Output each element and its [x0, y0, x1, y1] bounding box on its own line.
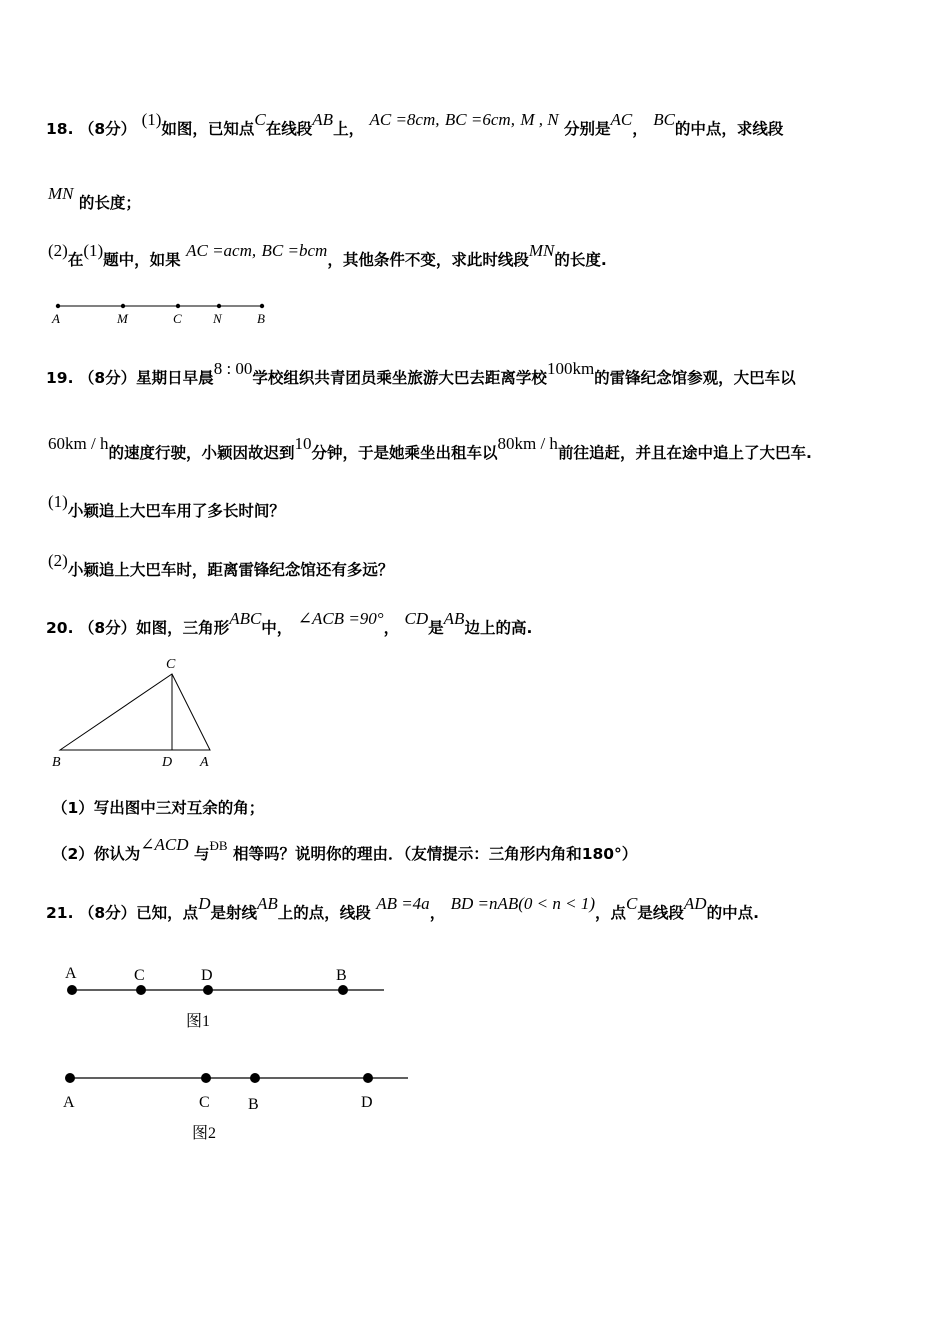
math-bd-nab: BD =nAB(0 < n < 1)	[450, 894, 596, 913]
q21-line-1	[46, 894, 759, 923]
q20-triangle-figure	[48, 654, 223, 772]
point-c	[176, 304, 180, 308]
label-a: A	[63, 1094, 75, 1111]
q19-sub-text: 小颖追上大巴车时，距离雷锋纪念馆还有多远？	[67, 561, 394, 579]
q18-text: 分别是	[564, 120, 611, 138]
math-cd: CD	[404, 609, 429, 628]
q21-text: 的中点.	[706, 904, 759, 922]
label-d: D	[162, 755, 173, 770]
q21-text: ，	[429, 904, 446, 922]
label-d: D	[201, 967, 213, 984]
q20-text: 中，	[261, 619, 293, 637]
q18-text: 如图，已知点	[161, 120, 255, 138]
q20-sub-2	[52, 835, 638, 864]
q18-line-2	[48, 184, 141, 213]
label-c: C	[199, 1094, 210, 1111]
q20-text: 边上的高.	[464, 619, 533, 637]
math-time: 8 : 00	[213, 359, 253, 378]
q19-text: 前往追赶，并且在途中追上了大巴车.	[557, 444, 812, 462]
label-d: D	[361, 1094, 373, 1111]
q18-text: 的长度；	[78, 194, 141, 212]
q20-sub-1	[52, 796, 264, 818]
math-mn: MN	[528, 241, 555, 260]
figure-1-caption: 图1	[186, 1013, 211, 1030]
q19-part1-marker: (1)	[48, 492, 68, 511]
math-angle-b: ÐB	[209, 838, 228, 853]
q18-ref-marker: (1)	[83, 241, 104, 260]
label-b: B	[52, 755, 61, 770]
point-a	[67, 985, 77, 995]
q21-figure-2	[56, 1064, 416, 1148]
q18-segment-figure	[40, 296, 280, 330]
label-c: C	[134, 967, 145, 984]
math-ab-4a: AB =4a	[376, 894, 430, 913]
q20-text: 是	[428, 619, 444, 637]
label-n: N	[213, 311, 222, 326]
point-c	[201, 1073, 211, 1083]
point-m	[121, 304, 125, 308]
q21-text: 是线段	[637, 904, 684, 922]
q21-text: 是射线	[210, 904, 257, 922]
math-speed-bus: 60km / h	[48, 434, 109, 453]
q19-text: 星期日早晨	[136, 369, 214, 387]
q18-text: 在	[67, 251, 84, 269]
q18-text: 的中点，求线段	[674, 120, 784, 138]
q20-sub-text: （2）你认为	[52, 845, 141, 863]
q21-text: 已知，点	[136, 904, 199, 922]
q20-sub-text: （1）写出图中三对互余的角；	[52, 799, 265, 817]
math-mn: MN	[48, 184, 74, 203]
label-c: C	[166, 657, 176, 672]
q19-text: 学校组织共青团员乘坐旅游大巴去距离学校	[252, 369, 547, 387]
q20-number: 20.	[46, 619, 74, 637]
point-d	[363, 1073, 373, 1083]
label-a: A	[65, 965, 77, 982]
math-ac-8cm: AC =8cm,	[369, 110, 440, 129]
q19-line-2	[48, 434, 812, 463]
triangle-abc	[60, 674, 210, 750]
math-angle-acd: ∠ACD	[140, 835, 189, 854]
label-c: C	[173, 311, 182, 326]
math-ab: AB	[443, 609, 465, 628]
label-m: M	[117, 311, 128, 326]
point-c	[136, 985, 146, 995]
q19-score: （8分）	[78, 369, 137, 387]
q18-text: 在线段	[265, 120, 313, 138]
q18-text: ，其他条件不变，求此时线段	[327, 251, 529, 269]
math-d: D	[198, 894, 211, 913]
math-distance: 100km	[546, 359, 595, 378]
q18-number: 18.	[46, 120, 74, 138]
q19-text: 的雷锋纪念馆参观，大巴车以	[594, 369, 796, 387]
point-b	[250, 1073, 260, 1083]
point-d	[203, 985, 213, 995]
point-b	[338, 985, 348, 995]
q18-part2-marker: (2)	[48, 241, 68, 260]
q21-score: （8分）	[78, 904, 137, 922]
q20-score: （8分）	[78, 619, 137, 637]
q21-figure-1	[56, 960, 396, 1035]
q21-text: 上的点，线段	[277, 904, 371, 922]
math-bc-6cm: BC =6cm,	[444, 110, 515, 129]
label-b: B	[336, 967, 347, 984]
q20-text: ，	[383, 619, 400, 637]
math-c: C	[254, 110, 266, 129]
q19-text: 分钟，于是她乘坐出租车以	[311, 444, 498, 462]
point-b	[260, 304, 264, 308]
q20-sub-text: 与	[193, 845, 210, 863]
q18-text: ，	[632, 120, 648, 138]
math-bc: BC	[653, 110, 675, 129]
q19-text: 的速度行驶，小颖因故迟到	[108, 444, 295, 462]
q20-sub-text: 相等吗？说明你的理由．（友情提示：三角形内角和180°）	[232, 845, 638, 863]
q21-number: 21.	[46, 904, 74, 922]
q20-text: 如图，三角形	[136, 619, 230, 637]
q18-text: 题中，如果	[103, 251, 181, 269]
label-b: B	[248, 1096, 259, 1113]
math-ad: AD	[683, 894, 707, 913]
q20-line-1	[46, 609, 533, 638]
q19-sub-text: 小颖追上大巴车用了多长时间？	[67, 502, 285, 520]
math-bc-bcm: BC =bcm	[261, 241, 328, 260]
math-abc: ABC	[229, 609, 262, 628]
label-a: A	[200, 755, 209, 770]
point-n	[217, 304, 221, 308]
q18-part1-marker: (1)	[141, 110, 162, 129]
figure-2-caption: 图2	[192, 1125, 217, 1142]
point-a	[65, 1073, 75, 1083]
q19-part2-marker: (2)	[48, 551, 68, 570]
point-a	[56, 304, 60, 308]
q18-text: 上，	[333, 120, 365, 138]
math-late-minutes: 10	[294, 434, 312, 453]
math-angle-acb: ∠ACB =90°	[297, 609, 384, 628]
q18-line-1	[46, 110, 784, 139]
math-ab: AB	[256, 894, 278, 913]
math-ac-acm: AC =acm,	[186, 241, 257, 260]
label-b: B	[257, 311, 265, 326]
q21-text: ，点	[595, 904, 627, 922]
q19-sub-2	[48, 551, 394, 580]
label-a: A	[52, 311, 60, 326]
math-ac: AC	[610, 110, 633, 129]
math-c: C	[626, 894, 638, 913]
q18-score: （8分）	[78, 120, 137, 138]
q18-line-3	[48, 241, 607, 270]
q19-number: 19.	[46, 369, 74, 387]
q19-sub-1	[48, 492, 285, 521]
math-ab: AB	[312, 110, 334, 129]
math-speed-taxi: 80km / h	[497, 434, 558, 453]
math-m-n: M , N	[520, 110, 559, 129]
q19-line-1	[46, 359, 796, 388]
q18-text: 的长度.	[554, 251, 607, 269]
